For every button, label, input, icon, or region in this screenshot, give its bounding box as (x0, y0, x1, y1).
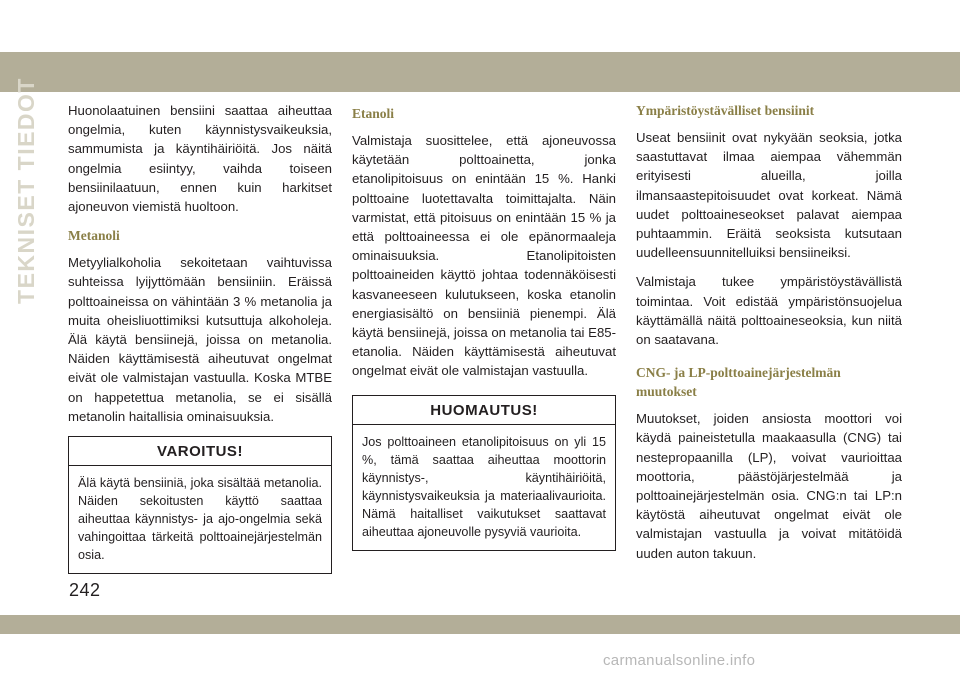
notice-box (352, 395, 616, 551)
eco-paragraph-1: Useat bensiinit ovat nykyään seoksia, jotka saastuttavat ilmaa aiempaa vähemmän erityisesti alueilla, joilla ilmansaastepitoisuudet ovat korkeat. Nämä uudet polttoaineseokset palavat aiempaa puhtaammin. Eräitä seoksista kutsutaan uudelleensuunnitelluiksi bensiineiksi. (636, 130, 902, 261)
cng-lp-paragraph: Muutokset, joiden ansiosta moottori voi käydä paineistetulla maakaasulla (CNG) tai nestepropaanilla (LP), voivat vaurioittaa moottoria, päästöjärjestelmää ja polttoainejärjestelmän osia. CNG:n tai LP:n käytöstä aiheutuvat ongelmat eivät ole valmistajan vastuulla ja voivat mitätöidä uuden auton takuun. (636, 411, 902, 561)
column-2 (352, 101, 616, 551)
heading-metanoli: Metanoli (68, 228, 120, 244)
section-side-tab-label: TEKNISET TIEDOT (12, 76, 39, 304)
warning-title: VAROITUS! (69, 437, 331, 466)
heading-eco-fuels: Ympäristöystävälliset bensiinit (636, 103, 815, 118)
etanoli-paragraph: Valmistaja suosittelee, että ajoneuvossa käytetään polttoainetta, jonka etanolipitoisuus on enintään 15 %. Hanki polttoaine luotettavalta toimittajalta. Näin varmistat, että pitoisuus on enintään 15 % ja että polttoaineessa ei ole epänormaaleja ominaisuuksia. Etanolipitoisten polttoaineiden käyttö johtaa todennäköisesti kasvaneeseen kulutukseen, koska etanolin energiasisältö on bensiiniä pienempi. Älä käytä bensiinejä, joissa on metanolia tai E85-etanolia. Näiden käyttämisestä aiheutuvat ongelmat eivät ole valmistajan vastuulla. (352, 133, 616, 379)
heading-cng-lp: CNG- ja LP-polttoainejärjestelmän muutokset (636, 365, 841, 400)
warning-box (68, 436, 332, 574)
eco-paragraph-2: Valmistaja tukee ympäristöystävällistä toimintaa. Voit edistää ympäristönsuojelua käyttämällä näitä polttoaineseoksia, kun niitä on saatavana. (636, 274, 902, 348)
page-number: 242 (69, 580, 101, 600)
notice-title: HUOMAUTUS! (353, 396, 615, 425)
column-1 (68, 101, 332, 574)
heading-etanoli: Etanoli (352, 106, 395, 121)
watermark: carmanualsonline.info (603, 652, 756, 669)
notice-text: Jos polttoaineen etanolipitoisuus on yli 15 %, tämä saattaa aiheuttaa moottorin käynnistys-, käyntihäiriöitä, käynnistysvaikeuksia ja materiaalivaurioita. Nämä haitalliset vaikutukset saattavat aiheuttaa ajoneuvolle pysyviä vaurioita. (362, 434, 606, 539)
intro-paragraph: Huonolaatuinen bensiini saattaa aiheuttaa ongelmia, kuten käynnistysvaikeuksia, sammumista ja käyntihäiriöitä. Jos näitä ongelmia esiintyy, vaihda toiseen bensiinilaatuun, ennen kuin harkitset ajoneuvon viemistä huoltoon. (68, 103, 332, 215)
column-3 (636, 101, 902, 573)
metanoli-paragraph: Metyylialkoholia sekoitetaan vaihtuvissa suhteissa lyijyttömään bensiiniin. Eräissä polttoaineissa on vähintään 3 % metanolia ja muita oheisliuottimiksi kutsuttuja alkoholeja. Älä käytä bensiinejä, joissa on metanolia. Näiden käyttämisestä aiheutuvat ongelmat eivät ole valmistajan vastuulla. Koska MTBE on happetettua metanolia, se ei sisällä metanolin haitallisia ominaisuuksia. (68, 255, 332, 424)
header-band (0, 52, 960, 92)
warning-text: Älä käytä bensiiniä, joka sisältää metanolia. Näiden sekoitusten käyttö saattaa aiheuttaa käynnistys- ja ajo-ongelmia sekä vahingoittaa tärkeitä polttoainejärjestelmän osia. (78, 476, 322, 563)
section-side-tab (6, 76, 46, 304)
footer-band (0, 615, 960, 634)
